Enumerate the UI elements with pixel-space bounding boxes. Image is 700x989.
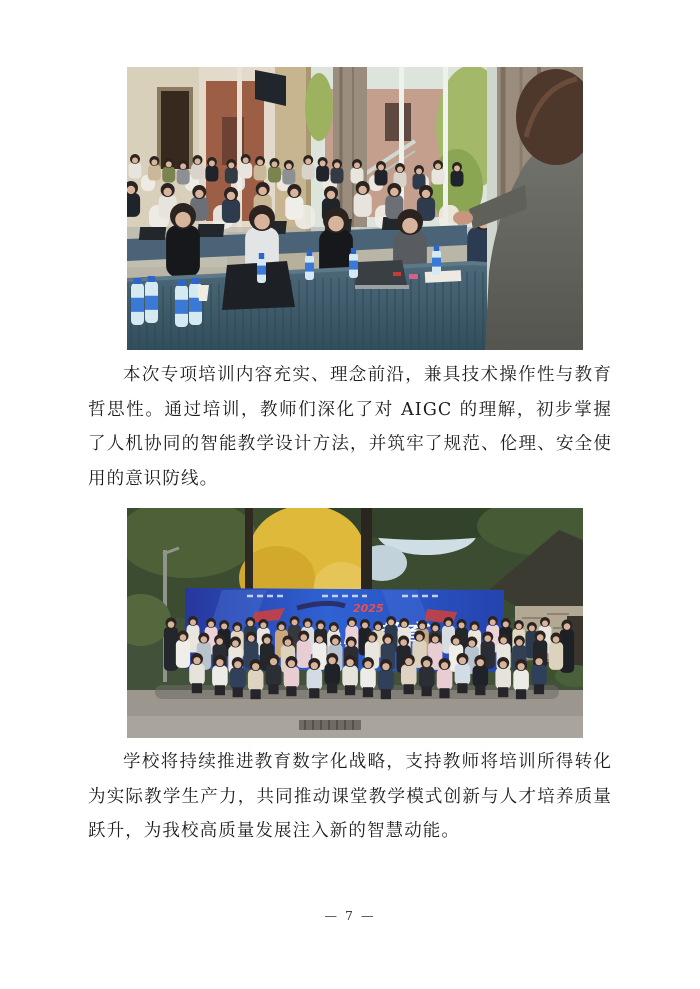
person (166, 203, 200, 277)
person (205, 157, 218, 182)
person (451, 162, 464, 187)
bottle-cap (434, 245, 439, 251)
bottle-cap (192, 278, 200, 284)
bottle-cap (307, 250, 312, 256)
person (302, 155, 315, 180)
photo-training-classroom (127, 67, 583, 350)
group-photo-illustration (127, 508, 583, 738)
red-item (393, 272, 401, 276)
body-paragraph-1: 本次专项培训内容充实、理念前沿，兼具技术操作性与教育哲思性。通过培训，教师们深化了对 AIGC 的理解，初步掌握了人机协同的智能教学设计方法，并筑牢了规范、伦理、安全使用的意识防线。 (88, 365, 612, 490)
laptop-small (197, 224, 224, 237)
person (285, 184, 303, 220)
person (354, 181, 372, 217)
building-window (385, 103, 411, 141)
tree-trunk-large (361, 508, 372, 598)
person (549, 633, 563, 670)
laptop-base (355, 285, 409, 289)
bottle-label (145, 296, 158, 310)
person (176, 631, 190, 668)
tree-trunk (245, 508, 253, 600)
person (191, 155, 204, 180)
pink-item (409, 274, 418, 279)
page-number: — 7 — (324, 908, 376, 923)
bottle-label (432, 258, 441, 267)
paper-cup (197, 285, 209, 301)
person (225, 159, 238, 184)
person (375, 161, 388, 186)
bottle-label (131, 298, 144, 312)
bottle-label (305, 263, 314, 272)
speaker-hand (453, 211, 473, 225)
person (351, 159, 364, 184)
body-paragraph-2: 学校将持续推进教育数字化战略，支持教师将培训所得转化为实际教学生产力，共同推动课堂教学模式创新与人才培养质量跃升，为我校高质量发展注入新的智慧动能。 (88, 752, 612, 842)
person (148, 156, 161, 181)
person (316, 157, 329, 182)
banner-year-text: 2025 (353, 602, 384, 615)
laptop-small (139, 227, 166, 240)
classroom-scene-illustration (127, 67, 583, 350)
person (254, 156, 267, 181)
bottle-label (175, 300, 188, 314)
bottle-cap (134, 278, 142, 284)
person (282, 160, 295, 185)
bottle-cap (178, 280, 186, 286)
bottle-cap (148, 276, 156, 282)
bottle-cap (351, 248, 356, 254)
door (161, 91, 189, 169)
bottle-label (349, 261, 358, 270)
person (432, 160, 445, 185)
photo-group-outdoor (127, 508, 583, 738)
person (162, 158, 175, 183)
bottle-label (257, 266, 266, 275)
notebook (425, 270, 462, 283)
drain-grate (299, 720, 361, 730)
person (331, 159, 344, 184)
person (177, 160, 190, 185)
person (268, 158, 281, 183)
person (222, 187, 240, 223)
person (129, 154, 142, 179)
bottle-cap (259, 253, 264, 259)
tree-foliage-3 (305, 73, 333, 141)
person (239, 154, 252, 179)
